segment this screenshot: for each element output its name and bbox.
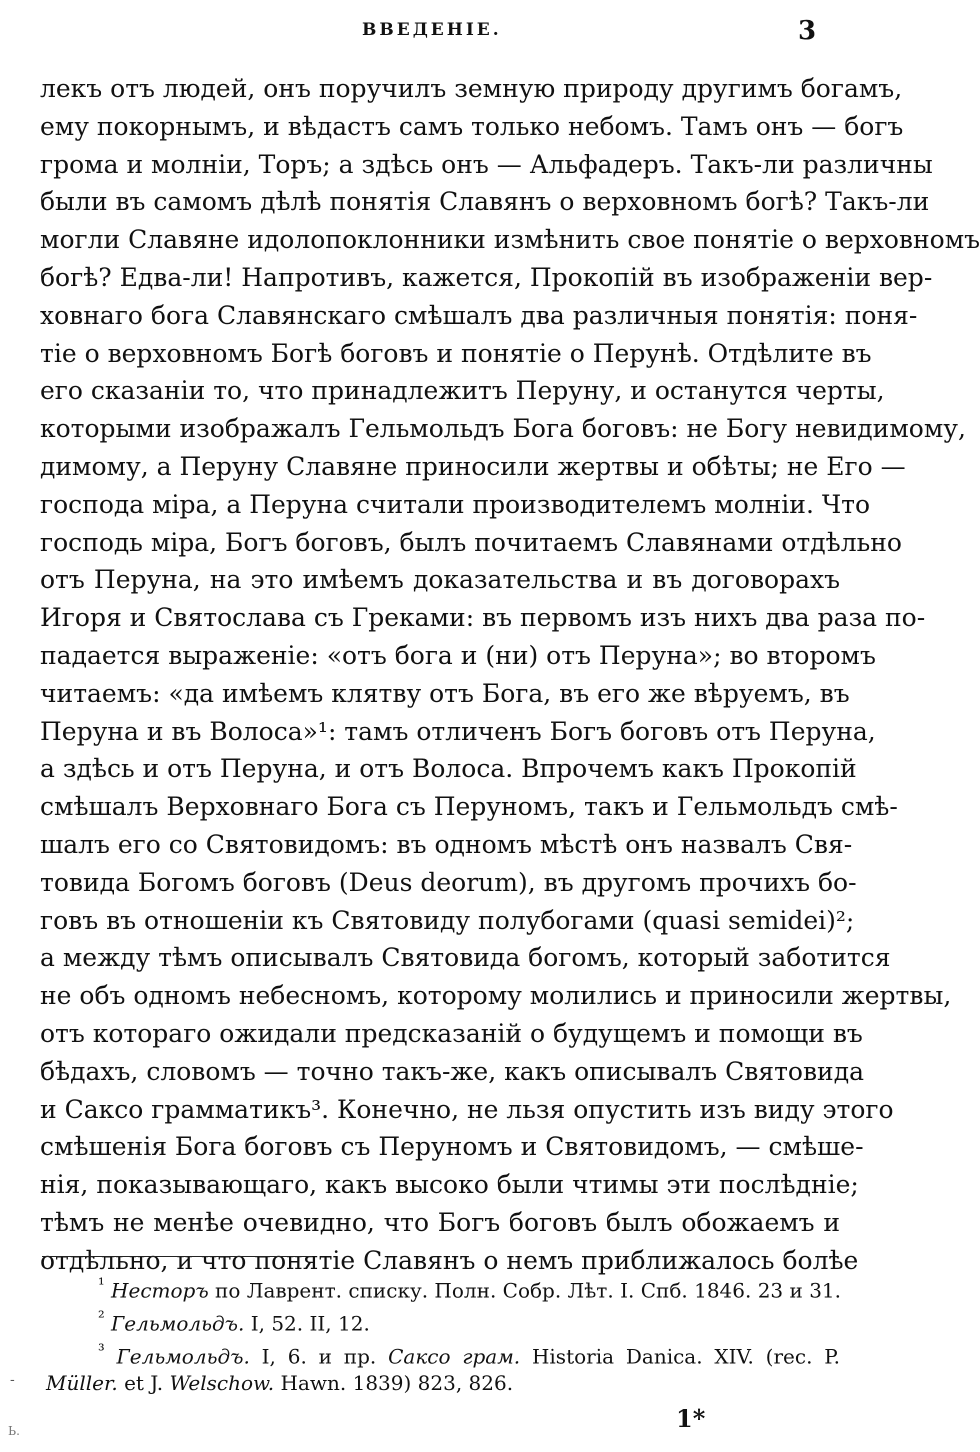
footnote-text: Historia Danica. XIV. (rec. P. <box>531 1344 841 1369</box>
text-line: богѣ? Едва-ли! Напротивъ, кажется, Прокопій въ изображеніи вер- <box>40 262 933 292</box>
footnote-text: I, 52. II, 12. <box>250 1311 370 1336</box>
text-line: тіе о верховномъ Богѣ боговъ и понятіе о Перунѣ. Отдѣлите въ <box>40 338 872 368</box>
footnote-1 <box>40 1268 840 1301</box>
text-line: были въ самомъ дѣлѣ понятія Славянъ о верховномъ богѣ? Такъ-ли <box>40 187 930 217</box>
footnote-name: Müller. <box>46 1371 118 1395</box>
text-line: отъ котораго ожидали предсказаній о будущемъ и помощи въ <box>40 1018 863 1048</box>
running-title: ВВЕДЕНІЕ. <box>362 20 502 40</box>
footnote-source: Саксо грам. <box>388 1344 521 1369</box>
footnote-marker: ¹ <box>98 1275 105 1294</box>
text-line: шалъ его со Святовидомъ: въ одномъ мѣстѣ онъ назвалъ Свя- <box>40 829 853 859</box>
footnote-marker: ² <box>98 1308 105 1327</box>
footnote-author: Гельмольдъ. <box>111 1311 245 1336</box>
footnote-2 <box>40 1301 840 1334</box>
footnote-name: Welschow. <box>169 1371 275 1395</box>
text-line: отдѣльно, и что понятіе Славянъ о немъ приближалось болѣе <box>40 1245 859 1275</box>
text-line: отъ Перуна, на это имѣемъ доказательства и въ договорахъ <box>40 565 840 595</box>
text-line: лекъ отъ людей, онъ поручилъ земную природу другимъ богамъ, <box>40 74 903 103</box>
footnote-text: I, 6. и пр. <box>261 1344 377 1369</box>
footnote-text: Hawn. 1839) 823, 826. <box>280 1371 514 1395</box>
text-line: бѣдахъ, словомъ — точно такъ-же, какъ описывалъ Святовида <box>40 1056 864 1086</box>
text-line: товида Богомъ боговъ (Deus deorum), въ другомъ прочихъ бо- <box>40 867 857 897</box>
footnote-author: Несторъ <box>111 1278 209 1303</box>
text-line: читаемъ: «да имѣемъ клятву отъ Бога, въ его же вѣруемъ, въ <box>40 678 850 708</box>
footnote-marker: ³ <box>98 1341 105 1360</box>
text-line: ховнаго бога Славянскаго смѣшалъ два различныя понятія: поня- <box>40 300 918 330</box>
text-line: не объ одномъ небесномъ, которому молились и приносили жертвы, <box>40 981 952 1011</box>
text-line: говъ въ отношеніи къ Святовиду полубогами (quasi semidei)²; <box>40 905 855 935</box>
footnote-author: Гельмольдъ. <box>116 1344 250 1369</box>
page-number: 3 <box>798 16 817 46</box>
body-text <box>40 70 980 1280</box>
text-line: его сказаніи то, что принадлежитъ Перуну, и останутся черты, <box>40 376 885 406</box>
text-line: Игоря и Святослава съ Греками: въ первомъ изъ нихъ два раза по- <box>40 603 926 633</box>
footnote-3-continuation <box>40 1367 840 1400</box>
margin-mark: - <box>10 1372 15 1388</box>
text-line: тѣмъ не менѣе очевидно, что Богъ боговъ былъ обожаемъ и <box>40 1207 840 1237</box>
text-line: ему покорнымъ, и вѣдастъ самъ только небомъ. Тамъ онъ — богъ <box>40 111 904 141</box>
running-head <box>0 16 876 46</box>
text-line: смѣшалъ Верховнаго Бога съ Перуномъ, такъ и Гельмольдъ смѣ- <box>40 792 898 822</box>
text-line: падается выраженіе: «отъ бога и (ни) отъ Перуна»; во второмъ <box>40 640 876 670</box>
text-line: Перуна и въ Волоса»¹: тамъ отличенъ Богъ боговъ отъ Перуна, <box>40 716 876 746</box>
text-line: грома и молніи, Торъ; а здѣсь онъ — Альфадеръ. Такъ-ли различны <box>40 149 933 179</box>
text-line: господа міра, а Перуна считали производителемъ молніи. Что <box>40 489 871 519</box>
text-line: и Саксо грамматикъ³. Конечно, не льзя опустить изъ виду этого <box>40 1094 894 1124</box>
footnote-3 <box>40 1334 840 1367</box>
text-line: которыми изображалъ Гельмольдъ Бога боговъ: не Богу невидимому, <box>40 414 966 444</box>
footnote-text: по Лаврент. списку. Полн. Собр. Лѣт. I. Спб. 1846. 23 и 31. <box>215 1278 842 1303</box>
footnote-text: et J. <box>124 1371 164 1395</box>
text-line: могли Славяне идолопоклонники измѣнить свое понятіе о верховномъ <box>40 225 980 255</box>
text-line: димому, а Перуну Славяне приносили жертвы и обѣты; не Его — <box>40 451 906 481</box>
text-line: а здѣсь и отъ Перуна, и отъ Волоса. Впрочемъ какъ Прокопій <box>40 754 857 784</box>
text-line: господь міра, Богъ боговъ, былъ почитаемъ Славянами отдѣльно <box>40 527 902 557</box>
footnote-rule <box>42 1256 312 1257</box>
text-line: нія, показывающаго, какъ высоко были чтимы эти послѣдніе; <box>40 1170 859 1200</box>
signature-mark: 1* <box>676 1404 706 1433</box>
text-line: смѣшенія Бога боговъ съ Перуномъ и Святовидомъ, — смѣше- <box>40 1132 864 1162</box>
text-line: а между тѣмъ описывалъ Святовида богомъ, который заботится <box>40 943 891 973</box>
corner-mark: Ь. <box>8 1424 20 1438</box>
footnotes <box>40 1268 840 1400</box>
